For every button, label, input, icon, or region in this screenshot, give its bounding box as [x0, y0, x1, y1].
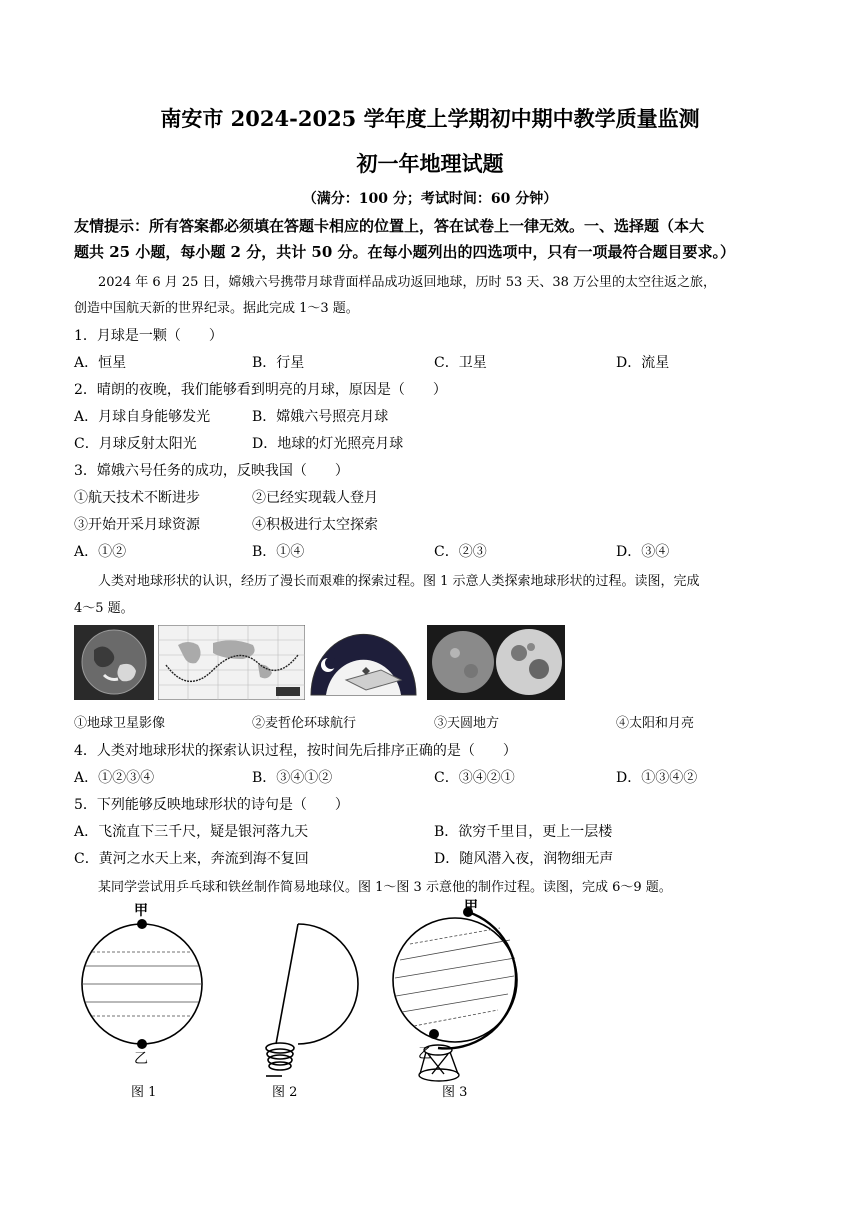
q1-option-d: D．流星: [616, 355, 670, 371]
passage-2-line-2: 4～5 题。: [74, 601, 134, 616]
passage-3-line-1: 某同学尝试用乒乓球和铁丝制作简易地球仪。图 1～图 3 示意他的制作过程。读图，完成 6～9 题。: [98, 880, 672, 895]
passage-2-line-1: 人类对地球形状的认识，经历了漫长而艰难的探索过程。图 1 示意人类探索地球形状的过程。读图，完成: [98, 574, 700, 589]
fig1-jia-label: 甲: [134, 903, 148, 919]
figure-label-2: ②麦哲伦环球航行: [252, 716, 357, 731]
q4-option-c: C．③④②①: [434, 770, 515, 786]
q5-option-b: B．欲穷千里目，更上一层楼: [434, 824, 613, 840]
figure-label-4: ④太阳和月亮: [616, 716, 695, 731]
q5-option-a: A．飞流直下三千尺，疑是银河落九天: [74, 824, 309, 840]
exam-subtitle: 初一年地理试题: [356, 151, 504, 176]
magellan-voyage-map: [158, 625, 305, 700]
tip-line-1: 友情提示：所有答案都必须填在答题卡相应的位置上，答在试卷上一律无效。一、选择题（本大: [74, 217, 705, 235]
q4-option-a: A．①②③④: [74, 770, 155, 786]
q1-stem: 1．月球是一颗（ ）: [74, 328, 223, 344]
fig1-yi-label: 乙: [134, 1051, 148, 1067]
round-sky-square-earth-image: [306, 625, 421, 700]
score-time: （满分：100 分；考试时间：60 分钟）: [302, 191, 558, 207]
q5-option-c: C．黄河之水天上来，奔流到海不复回: [74, 851, 309, 867]
figure-label-3: ③天圆地方: [434, 716, 500, 731]
q3-option-c: C．②③: [434, 544, 487, 560]
figure-3-caption: 图 3: [442, 1085, 468, 1100]
q3-option-d: D．③④: [616, 544, 670, 560]
q2-stem: 2．晴朗的夜晚，我们能够看到明亮的月球，原因是（ ）: [74, 382, 447, 398]
passage-1-line-1: 2024 年 6 月 25 日，嫦娥六号携带月球背面样品成功返回地球，历时 53 天、38 万公里的太空往返之旅，: [98, 275, 717, 290]
exam-title: 南安市 2024-2025 学年度上学期初中期中教学质量监测: [160, 106, 700, 131]
fig3-yi-label: 乙: [418, 1046, 432, 1062]
earth-satellite-image: [74, 625, 154, 700]
q2-option-a: A．月球自身能够发光: [74, 409, 211, 425]
q3-statement-4: ④积极进行太空探索: [252, 517, 378, 533]
q4-stem: 4．人类对地球形状的探索认识过程，按时间先后排序正确的是（ ）: [74, 743, 517, 759]
q1-option-a: A．恒星: [74, 355, 127, 371]
q3-statement-1: ①航天技术不断进步: [74, 490, 200, 506]
figure-label-1: ①地球卫星影像: [74, 716, 166, 731]
q4-option-b: B．③④①②: [252, 770, 333, 786]
q3-stem: 3．嫦娥六号任务的成功，反映我国（ ）: [74, 463, 349, 479]
q4-option-d: D．①③④②: [616, 770, 698, 786]
passage-1-line-2: 创造中国航天新的世界纪录。据此完成 1～3 题。: [74, 301, 359, 316]
q3-option-b: B．①④: [252, 544, 305, 560]
q1-option-b: B．行星: [252, 355, 305, 371]
figure-2-caption: 图 2: [272, 1085, 298, 1100]
q5-option-d: D．随风潜入夜，润物细无声: [434, 851, 614, 867]
globe-making-figures: [70, 898, 550, 1108]
q5-stem: 5．下列能够反映地球形状的诗句是（ ）: [74, 797, 349, 813]
sun-and-moon-image: [427, 625, 565, 700]
q1-option-c: C．卫星: [434, 355, 487, 371]
q3-option-a: A．①②: [74, 544, 127, 560]
figure-1-ball: [82, 919, 202, 1049]
figure-2-wire-stand: [266, 924, 358, 1076]
q3-statement-3: ③开始开采月球资源: [74, 517, 200, 533]
tip-line-2: 题共 25 小题，每小题 2 分，共计 50 分。在每小题列出的四选项中，只有一项最符合题目要求。）: [74, 243, 736, 261]
q2-option-c: C．月球反射太阳光: [74, 436, 197, 452]
q3-statement-2: ②已经实现载人登月: [252, 490, 378, 506]
q2-option-b: B．嫦娥六号照亮月球: [252, 409, 389, 425]
q2-option-d: D．地球的灯光照亮月球: [252, 436, 404, 452]
figure-3-globe: [393, 907, 517, 1081]
fig3-jia-label: 甲: [464, 899, 478, 915]
figure-1-caption: 图 1: [131, 1085, 157, 1100]
